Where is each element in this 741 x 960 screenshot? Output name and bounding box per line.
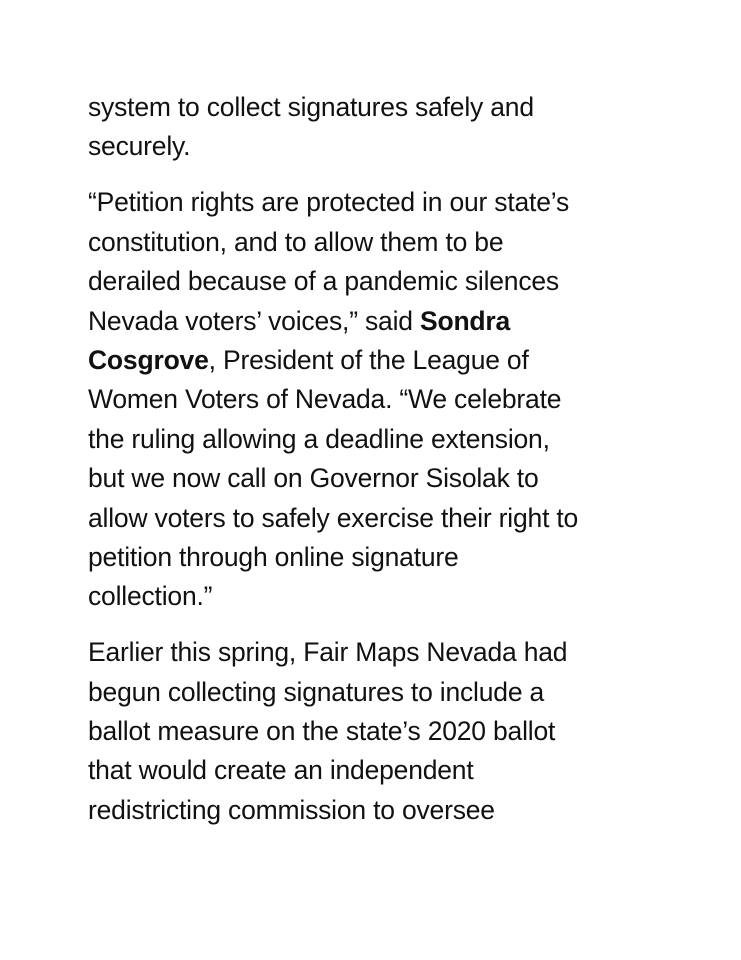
text-line: redistricting commission to oversee (88, 794, 495, 825)
text-line: Women Voters of Nevada. “We celebrate (88, 384, 562, 415)
text-line: collection.” (88, 581, 213, 612)
text-line: allow voters to safely exercise their right to (88, 502, 579, 533)
text-line: “Petition rights are protected in our state’s (88, 187, 570, 218)
text-line: Earlier this spring, Fair Maps Nevada had (88, 637, 568, 668)
speaker-name-last: Cosgrove (88, 344, 209, 375)
text-line: ballot measure on the state’s 2020 ballot (88, 716, 556, 747)
text-line: constitution, and to allow them to be (88, 226, 504, 257)
text-line: derailed because of a pandemic silences (88, 266, 559, 297)
document-page (88, 88, 708, 830)
speaker-name-first: Sondra (419, 305, 511, 336)
text-span: , President of the League of (208, 344, 529, 375)
text-span: Nevada voters’ voices,” said (88, 305, 420, 336)
text-line (88, 341, 708, 380)
text-line: the ruling allowing a deadline extension, (88, 423, 550, 454)
text-line: securely. (88, 131, 191, 162)
text-line (88, 302, 708, 341)
text-line: but we now call on Governor Sisolak to (88, 463, 539, 494)
text-line: that would create an independent (88, 755, 474, 786)
text-line: system to collect signatures safely and (88, 92, 534, 122)
text-line: petition through online signature (88, 541, 459, 572)
paragraph-2-quote (88, 183, 708, 616)
paragraph-1 (88, 88, 708, 167)
text-line: begun collecting signatures to include a (88, 676, 545, 707)
paragraph-3 (88, 633, 708, 830)
